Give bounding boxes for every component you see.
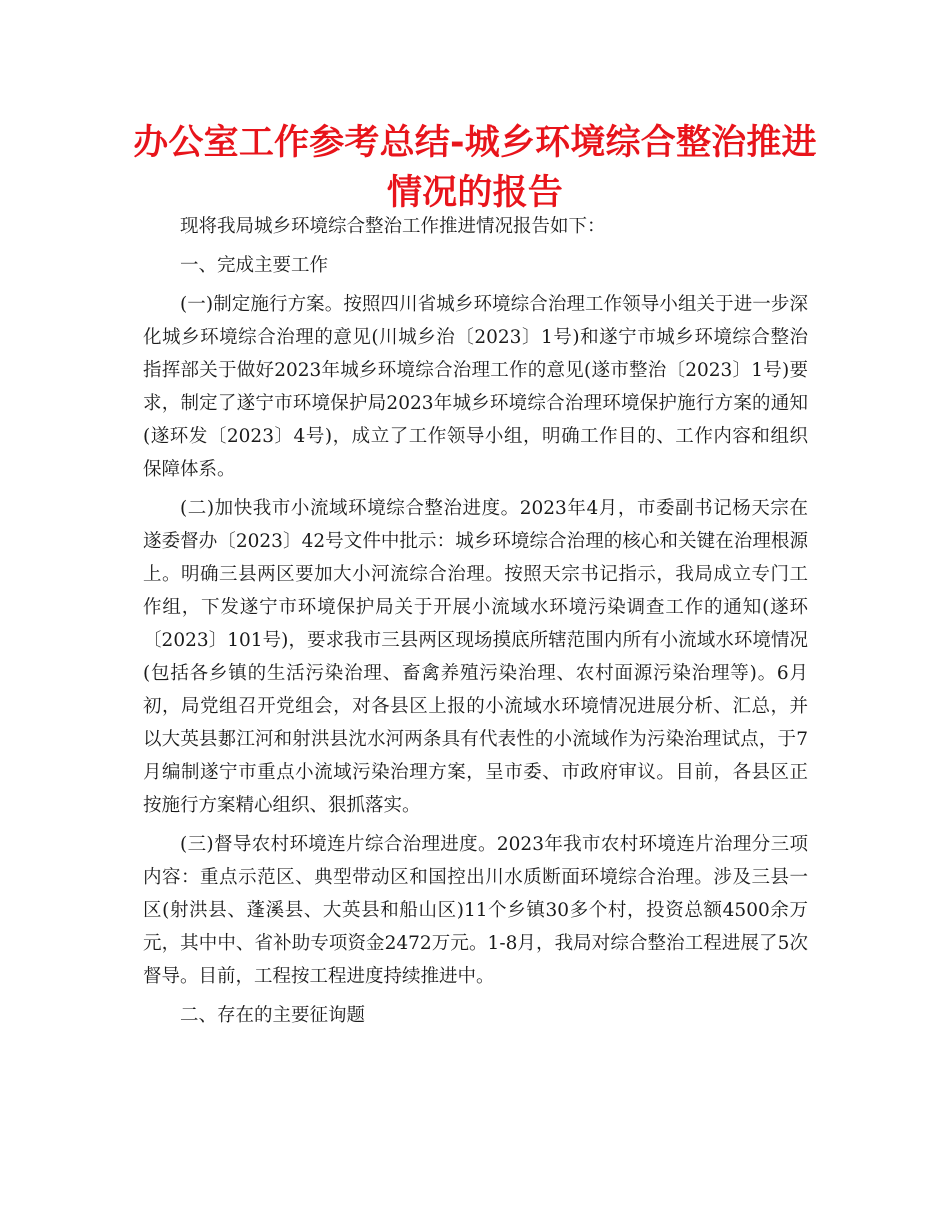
- paragraph-small-watershed: (二)加快我市小流域环境综合整治进度。2023年4月，市委副书记杨天宗在遂委督办〔2023〕42号文件中批示：城乡环境综合治理的核心和关键在治理根源上。明确三县两区要加大小河流综合治理。按照天宗书记指示，我局成立专门工作组，下发遂宁市环境保护局关于开展小流域水环境污染调查工作的通知(遂环〔2023〕101号)，要求我市三县两区现场摸底所辖范围内所有小流域水环境情况(包括各乡镇的生活污染治理、畜禽养殖污染治理、农村面源污染治理等)。6月初，局党组召开党组会，对各县区上报的小流域水环境情况进展分析、汇总，并以大英县郪江河和射洪县沈水河两条具有代表性的小流域作为污染治理试点，于7月编制遂宁市重点小流域污染治理方案，呈市委、市政府审议。目前，各县区正按施行方案精心组织、狠抓落实。: [143, 498, 808, 816]
- intro-paragraph: 现将我局城乡环境综合整治工作推进情况报告如下：: [180, 216, 606, 237]
- document-title: 办公室工作参考总结-城乡环境综合整治推进情况的报告: [133, 123, 817, 213]
- section-heading-main-problems: 二、存在的主要征询题: [180, 1005, 366, 1026]
- section-heading-completed-work: 一、完成主要工作: [180, 255, 329, 276]
- paragraph-rural-environment: (三)督导农村环境连片综合治理进度。2023年我市农村环境连片治理分三项内容：重点示范区、典型带动区和国控出川水质断面环境综合治理。涉及三县一区(射洪县、蓬溪县、大英县和船山区)11个乡镇30多个村，投资总额4500余万元，其中中、省补助专项资金2472万元。1-8月，我局对综合整治工程进展了5次督导。目前，工程按工程进度持续推进中。: [143, 834, 808, 987]
- document-body: [143, 210, 808, 1032]
- paragraph-implementation-plan: (一)制定施行方案。按照四川省城乡环境综合治理工作领导小组关于进一步深化城乡环境综合治理的意见(川城乡治〔2023〕1号)和遂宁市城乡环境综合整治指挥部关于做好2023年城乡环境综合治理工作的意见(遂市整治〔2023〕1号)要求，制定了遂宁市环境保护局2023年城乡环境综合治理环境保护施行方案的通知(遂环发〔2023〕4号)，成立了工作领导小组，明确工作目的、工作内容和组织保障体系。: [143, 294, 808, 480]
